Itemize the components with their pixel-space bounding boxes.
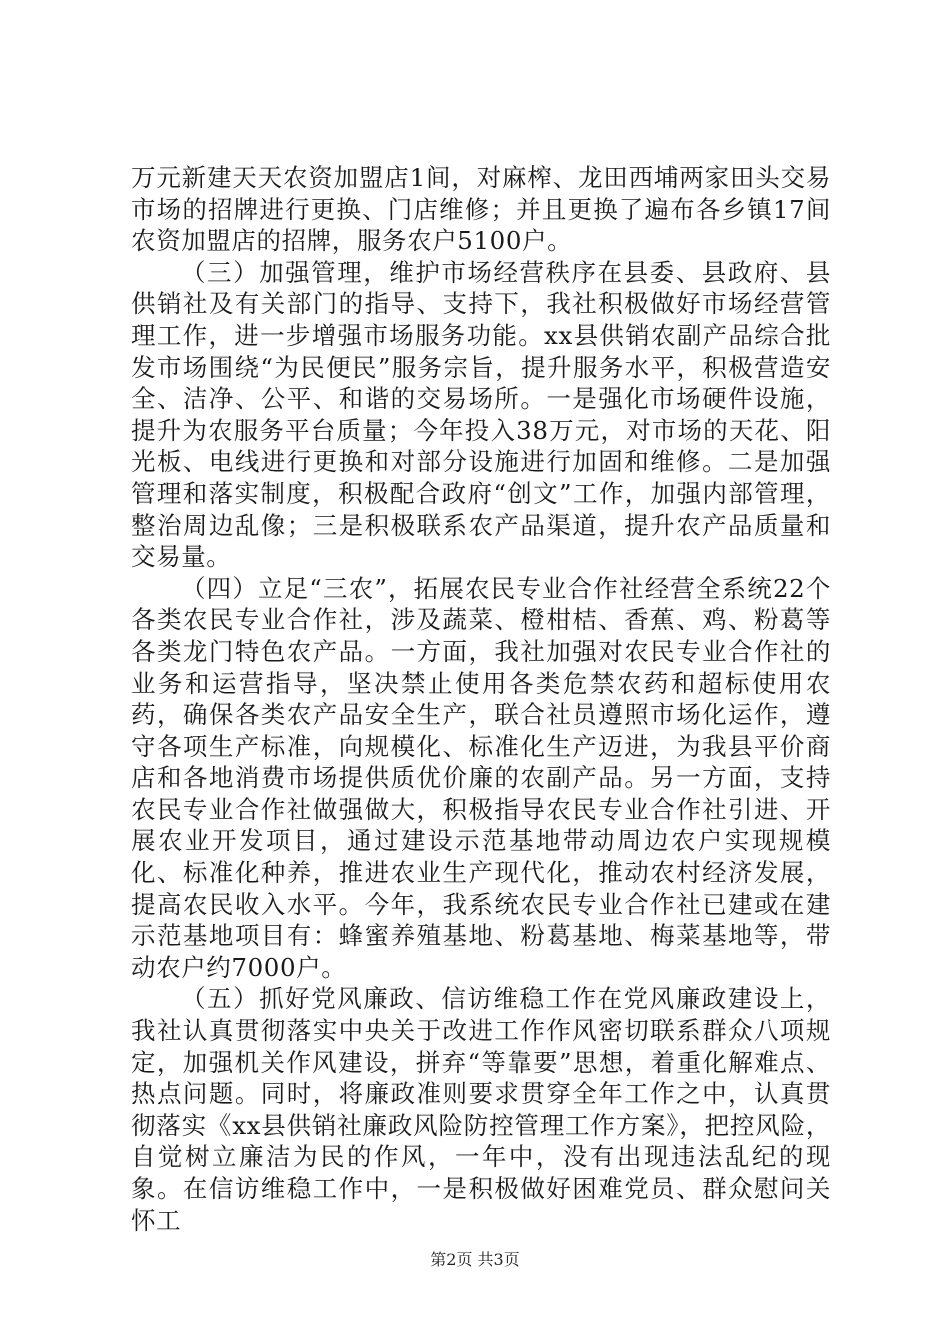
paragraph-market-management: （三）加强管理，维护市场经营秩序在县委、县政府、县供销社及有关部门的指导、支持下，我社积极做好市场经营管理工作，进一步增强市场服务功能。xx县供销农副产品综合批发市场围绕“为民便民”服务宗旨，提升服务水平，积极营造安全、洁净、公平、和谐的交易场所。一是强化市场硬件设施，提升为农服务平台质量；今年投入38万元，对市场的天花、阳光板、电线进行更换和对部分设施进行加固和维修。二是加强管理和落实制度，积极配合政府“创文”工作，加强内部管理，整治周边乱像；三是积极联系农产品渠道，提升农产品质量和交易量。: [131, 257, 831, 572]
page-footer: [0, 1247, 950, 1270]
paragraph-cooperatives: （四）立足“三农”，拓展农民专业合作社经营全系统22个各类农民专业合作社，涉及蔬菜、橙柑桔、香蕉、鸡、粉葛等各类龙门特色农产品。一方面，我社加强对农民专业合作社的业务和运营指导，坚决禁止使用各类危禁农药和超标使用农药，确保各类农产品安全生产，联合社员遵照市场化运作，遵守各项生产标准，向规模化、标准化生产迈进，为我县平价商店和各地消费市场提供质优价廉的农副产品。另一方面，支持农民专业合作社做强做大，积极指导农民专业合作社引进、开展农业开发项目，通过建设示范基地带动周边农户实现规模化、标准化种养，推进农业生产现代化，推动农村经济发展，提高农民收入水平。今年，我系统农民专业合作社已建或在建示范基地项目有：蜂蜜养殖基地、粉葛基地、梅菜基地等，带动农户约7000户。: [131, 573, 831, 982]
paragraph-integrity-stability: （五）抓好党风廉政、信访维稳工作在党风廉政建设上，我社认真贯彻落实中央关于改进工作作风密切联系群众八项规定，加强机关作风建设，拼弃“等靠要”思想，着重化解难点、热点问题。同时，将廉政准则要求贯穿全年工作之中，认真贯彻落实《xx县供销社廉政风险防控管理工作方案》，把控风险，自觉树立廉洁为民的作风，一年中，没有出现违法乱纪的现象。在信访维稳工作中，一是积极做好困难党员、群众慰问关怀工: [131, 984, 831, 1235]
paragraph-continuation: 万元新建天天农资加盟店1间，对麻榨、龙田西埔两家田头交易市场的招牌进行更换、门店维修；并且更换了遍布各乡镇17间农资加盟店的招牌，服务农户5100户。: [131, 163, 831, 256]
page-number-label: 第2页 共3页: [430, 1250, 520, 1269]
document-body: [131, 162, 831, 1236]
